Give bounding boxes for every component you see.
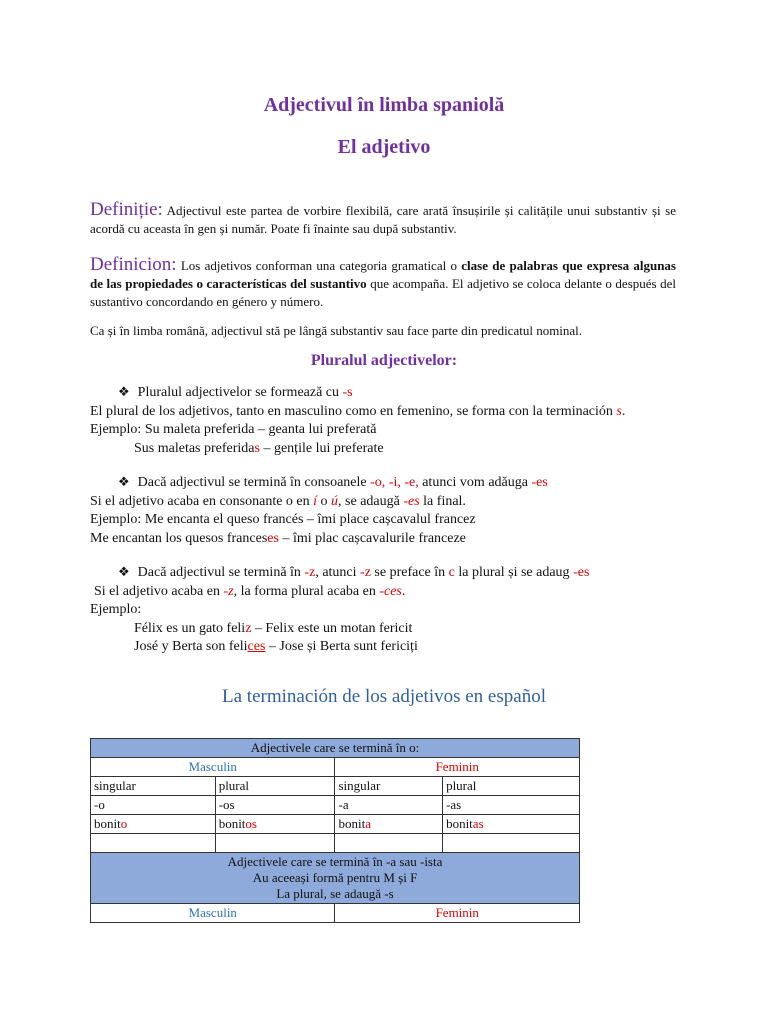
rule3-bullet-pre: Dacă adjectivul se termină în — [137, 565, 301, 580]
table-cell — [335, 815, 443, 834]
table-row — [91, 777, 580, 796]
example-ending: a — [365, 816, 371, 831]
definicion-text-bold: clase de palabras que expresa algunas de las propiedades o características del sustantivo — [90, 258, 676, 291]
rule3-ex1-pre: Félix es un gato feli — [134, 620, 246, 636]
page-subtitle: El adjetivo — [337, 136, 431, 158]
rule3-bullet-z2: -z — [360, 565, 371, 580]
rule2-es-end: la final. — [423, 493, 466, 509]
rule3-bullet-mid2: se preface în — [374, 565, 446, 580]
table-cell: -a — [335, 796, 443, 815]
rule3-bullet-c: c — [448, 565, 455, 580]
table-row — [91, 853, 580, 904]
rule2-ex2-post: – îmi plac cașcavalurile franceze — [278, 530, 466, 546]
table-row — [91, 739, 580, 758]
table-row — [91, 904, 580, 923]
rule2-es-i: í — [313, 493, 318, 509]
rule3-block — [90, 563, 730, 657]
rule3-bullet-mid3: la plural și se adaug — [458, 565, 570, 580]
definitie-text: Adjectivul este partea de vorbire flexibilă, care arată însușirile și calitățile unui substantiv și se acordă cu aceasta în gen și număr. Poate fi înainte sau după substantiv. — [90, 203, 676, 236]
rule3-es-z: -z — [223, 583, 234, 599]
plural-heading: Pluralul adjectivelor: — [310, 352, 458, 369]
definicion-label: Definicion: — [90, 254, 177, 275]
rule3-es-pre: Si el adjetivo acaba en — [94, 583, 220, 599]
rule3-es-ces: -ces — [379, 583, 402, 599]
rule1-example1: Ejemplo: Su maleta preferida – geanta lui preferată — [90, 422, 377, 438]
table-cell: plural — [443, 777, 580, 796]
table-cell — [443, 815, 580, 834]
table-row — [91, 834, 580, 853]
table-cell — [91, 815, 216, 834]
example-ending: os — [245, 816, 257, 831]
definicion-text-pre: Los adjetivos conforman una categoria gramatical o — [180, 258, 457, 273]
rule3-bullet-line — [90, 563, 730, 583]
diamond-bullet-icon: ❖ — [118, 474, 130, 489]
table-cell: singular — [91, 777, 216, 796]
table-row — [91, 815, 580, 834]
rule1-ex2-pre: Sus maletas preferida — [134, 440, 255, 456]
example-stem: bonit — [446, 816, 473, 831]
table-cell: singular — [335, 777, 443, 796]
table-cell — [91, 834, 216, 853]
rule1-example2 — [90, 440, 730, 459]
masculin-header: Masculin — [91, 904, 335, 923]
rule2-bullet-line — [90, 473, 730, 493]
rule1-bullet-text: Pluralul adjectivelor se formează cu — [137, 385, 340, 400]
endings-table — [90, 738, 580, 923]
rule1-block — [90, 383, 730, 458]
diamond-bullet-icon: ❖ — [118, 384, 130, 399]
table-row — [91, 758, 580, 777]
rule2-es-line — [90, 493, 730, 512]
definitie-label: Definiție: — [90, 199, 163, 220]
rule2-block — [90, 473, 730, 548]
example-ending: o — [120, 816, 128, 831]
rule1-ex2-red: s — [254, 440, 260, 456]
rule1-es-text: El plural de los adjetivos, tanto en masculino como en femenino, se forma con la terminación — [90, 403, 613, 419]
band2-line1: Adjectivele care se termină în -a sau -ista — [227, 854, 443, 869]
band-header-a-ista — [91, 853, 580, 904]
rule3-bullet-es: -es — [573, 565, 590, 580]
example-ending: as — [472, 816, 484, 831]
feminin-header: Feminin — [335, 758, 580, 777]
rule1-bullet-line — [90, 383, 730, 403]
table-cell: plural — [215, 777, 335, 796]
note-paragraph: Ca și în limba română, adjectivul stă pe lângă substantiv sau face parte din predicatul nominal. — [90, 323, 583, 338]
table-cell — [215, 815, 335, 834]
rule2-es-es: -es — [403, 493, 420, 509]
table-row — [91, 796, 580, 815]
rule3-ex2-red: ces — [247, 639, 266, 655]
rule3-ex2-post: – Jose și Berta sunt fericiți — [265, 639, 418, 655]
rule1-es-line — [90, 403, 730, 422]
definicion-paragraph — [90, 256, 676, 311]
rule3-bullet-mid: , atunci — [315, 565, 357, 580]
table-cell — [215, 834, 335, 853]
table-cell: -os — [215, 796, 335, 815]
rule3-es-mid: , la forma plural acaba en — [233, 583, 376, 599]
rule3-ex1-post: – Felix este un motan fericit — [251, 620, 413, 636]
example-stem: bonit — [338, 816, 366, 831]
table-heading: La terminación de los adjetivos en español — [222, 686, 546, 707]
table-cell — [335, 834, 443, 853]
rule1-es-end: . — [621, 403, 626, 419]
rule2-es-mid: , se adaugă — [338, 493, 400, 509]
rule3-es-line — [90, 583, 730, 602]
rule3-ex2-pre: José y Berta son feli — [134, 639, 248, 655]
rule1-es-suffix: s — [616, 403, 622, 419]
rule2-es-o: o — [320, 493, 328, 509]
rule3-ejemplo: Ejemplo: — [90, 602, 142, 618]
feminin-header: Feminin — [335, 904, 580, 923]
rule3-bullet-z: -z — [304, 565, 316, 580]
definicion-text-post: que acompaña. El adjetivo se coloca delante o después del sustantivo concordando en género y número. — [90, 276, 677, 309]
table-cell: -as — [443, 796, 580, 815]
rule2-es-pre: Si el adjetivo acaba en consonante o en — [90, 493, 310, 509]
example-stem: bonit — [218, 816, 246, 831]
example-stem: bonit — [94, 816, 121, 831]
band2-line3: La plural, se adaugă -s — [276, 886, 394, 901]
rule2-example2 — [90, 530, 730, 549]
rule2-bullet-red2: -es — [531, 475, 548, 490]
rule2-bullet-red: -o, -i, -e, — [370, 475, 419, 490]
table-cell — [443, 834, 580, 853]
rule2-ex2-pre: Me encantan los quesos frances — [90, 530, 268, 546]
definitie-paragraph — [90, 201, 676, 238]
rule3-example1 — [90, 620, 730, 639]
rule3-es-end: . — [401, 583, 406, 599]
page-title: Adjectivul în limba spaniolă — [263, 94, 505, 116]
rule2-es-u: ú — [331, 493, 339, 509]
rule2-ex2-red: es — [267, 530, 279, 546]
rule2-bullet-mid: atunci vom adăuga — [422, 475, 528, 490]
rule3-ex1-red: z — [245, 620, 252, 636]
diamond-bullet-icon: ❖ — [118, 564, 130, 579]
table-cell: -o — [91, 796, 216, 815]
rule2-example1: Ejemplo: Me encanta el queso francés – îmi place cașcavalul francez — [90, 512, 476, 528]
masculin-header: Masculin — [91, 758, 335, 777]
rule1-suffix: -s — [342, 385, 353, 400]
band2-line2: Au aceeași formă pentru M și F — [252, 870, 418, 885]
rule3-example2 — [90, 638, 730, 657]
rule1-ex2-post: – gențile lui preferate — [259, 440, 384, 456]
rule2-bullet-pre: Dacă adjectivul se termină în consoanele — [137, 475, 367, 490]
band-header-o: Adjectivele care se termină în o: — [91, 739, 580, 758]
